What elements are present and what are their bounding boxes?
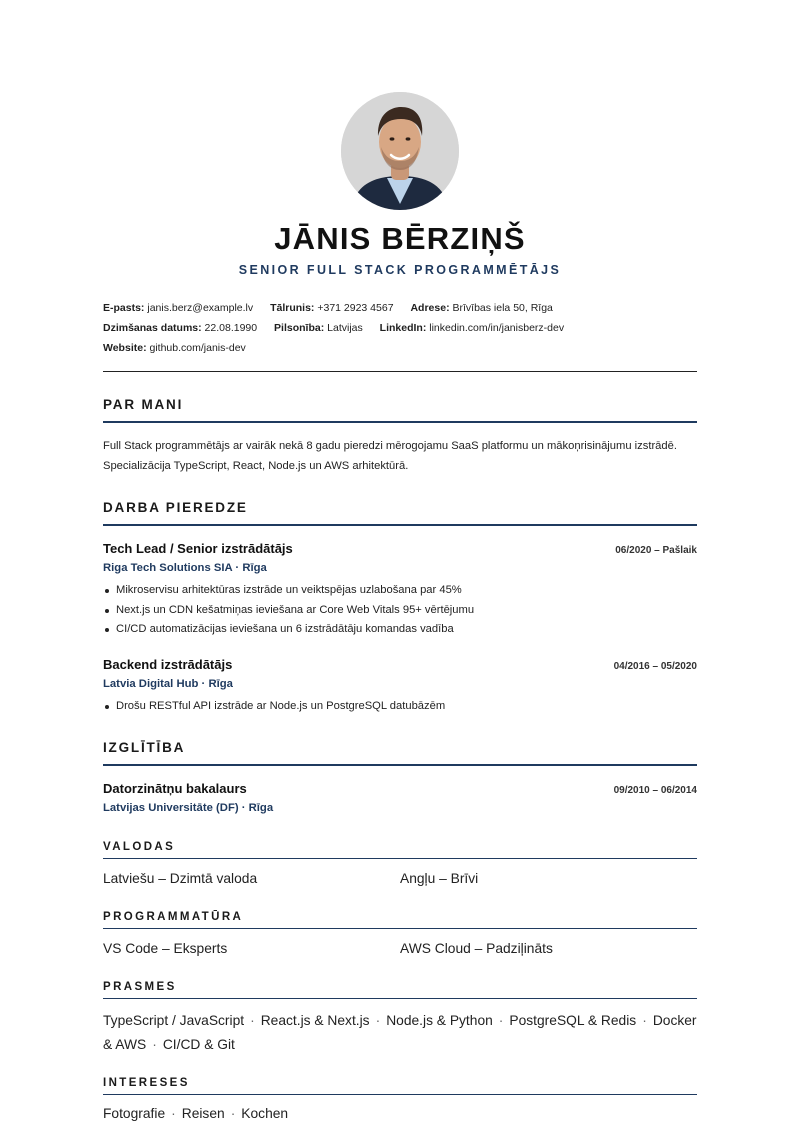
language-item: Latviešu – Dzimtā valoda (103, 871, 258, 886)
candidate-role: SENIOR FULL STACK PROGRAMMĒTĀJS (238, 263, 562, 277)
interest-item: Kochen (241, 1106, 289, 1121)
skill-separator: · (250, 1013, 255, 1028)
skill-separator: · (642, 1013, 647, 1028)
languages-list (103, 870, 697, 888)
address-value: Brīvības iela 50, Rīga (452, 302, 553, 314)
software-list (103, 940, 697, 958)
website-item (103, 338, 246, 358)
address-item (410, 298, 552, 318)
software-item: AWS Cloud – Padziļināts (400, 941, 553, 956)
website-value[interactable]: github.com/janis-dev (149, 342, 246, 354)
job-date: 06/2020 – Pašlaik (615, 545, 697, 556)
linkedin-value[interactable]: linkedin.com/in/janisberz-dev (429, 322, 565, 334)
birth-item (103, 318, 257, 338)
education-entry (103, 780, 697, 816)
job-title: Backend izstrādātājs (103, 656, 233, 672)
contact-row (103, 338, 697, 358)
job-header (103, 656, 697, 674)
contact-row (103, 318, 697, 338)
interest-separator: · (171, 1106, 176, 1121)
job-company: Riga Tech Solutions SIA · Rīga (103, 562, 267, 574)
email-value: janis.berz@example.lv (147, 302, 254, 314)
candidate-name: JĀNIS BĒRZIŅŠ (274, 221, 526, 256)
skill-item: Docker & AWS (103, 1013, 697, 1052)
contact-row (103, 298, 697, 318)
section-title-experience: DARBA PIEREDZE (103, 499, 697, 526)
job-entry (103, 540, 697, 640)
job-bullet: Next.js un CDN kešatmiņas ieviešana ar Core Web Vitals 95+ vērtējumu (103, 601, 697, 621)
job-bullet: Mikroservisu arhitektūras izstrāde un veiktspējas uzlabošana par 45% (103, 581, 697, 601)
job-company: Latvia Digital Hub · Rīga (103, 677, 233, 690)
language-item: Angļu – Brīvi (400, 871, 479, 886)
about-text: Full Stack programmētājs ar vairāk nekā 8 gadu pieredzi mērogojamu SaaS platformu un mākoņrisinājumu izstrādē. Specializācija TypeScript, React, Node.js un AWS arhitektūrā. (103, 440, 677, 472)
phone-value: +371 2923 4567 (317, 302, 394, 314)
phone-item (270, 298, 393, 318)
citizenship-item (274, 318, 363, 338)
citizenship-label: Pilsonība: (274, 322, 325, 334)
skill-item: CI/CD & Git (162, 1037, 235, 1052)
email-item (103, 298, 253, 318)
job-bullets (103, 697, 697, 717)
skill-separator: · (152, 1037, 157, 1052)
website-label: Website: (103, 342, 147, 354)
interest-separator: · (230, 1106, 236, 1121)
profile-photo (341, 92, 459, 210)
skill-separator: · (375, 1013, 381, 1028)
skill-item: TypeScript / JavaScript (103, 1013, 245, 1028)
skill-item: React.js & Next.js (260, 1013, 370, 1028)
birth-label: Dzimšanas datums: (103, 322, 202, 334)
interests-list (103, 1105, 697, 1123)
linkedin-item (380, 318, 564, 338)
skill-item: Node.js & Python (386, 1013, 493, 1028)
section-title-software: PROGRAMMATŪRA (103, 909, 697, 929)
job-title: Tech Lead / Senior izstrādātājs (103, 541, 293, 556)
phone-label: Tālrunis: (270, 302, 315, 314)
resume-page (103, 92, 697, 1123)
section-title-education: IZGLĪTĪBA (103, 739, 697, 766)
skill-separator: · (498, 1013, 504, 1028)
skill-item: PostgreSQL & Redis (509, 1013, 637, 1028)
skills-list (103, 1009, 697, 1057)
software-item: VS Code – Eksperts (103, 941, 228, 956)
section-title-languages: VALODAS (103, 839, 697, 859)
interest-item: Reisen (181, 1106, 225, 1121)
job-bullet: Drošu RESTful API izstrāde ar Node.js un PostgreSQL datubāzēm (103, 697, 697, 717)
job-entry (103, 656, 697, 717)
education-date: 09/2010 – 06/2014 (613, 785, 697, 796)
citizenship-value: Latvijas (327, 322, 363, 334)
email-label: E-pasts: (103, 302, 145, 314)
degree-title: Datorzinātņu bakalaurs (103, 781, 247, 796)
address-label: Adrese: (410, 302, 450, 314)
education-header (103, 780, 697, 798)
contact-info (103, 298, 697, 358)
profile-photo-image (341, 92, 459, 210)
header-divider (103, 371, 697, 372)
job-bullets (103, 581, 697, 640)
job-header (103, 540, 697, 558)
job-date: 04/2016 – 05/2020 (613, 660, 697, 672)
linkedin-label: LinkedIn: (379, 322, 427, 334)
birth-value: 22.08.1990 (204, 322, 258, 334)
school-name: Latvijas Universitāte (DF) · Rīga (103, 802, 274, 814)
section-title-skills: PRASMES (103, 979, 697, 999)
interest-item: Fotografie (103, 1106, 166, 1121)
section-title-interests: INTERESES (103, 1075, 697, 1095)
job-bullet: CI/CD automatizācijas ieviešana un 6 izstrādātāju komandas vadība (103, 620, 697, 640)
section-title-about: PAR MANI (103, 396, 697, 423)
